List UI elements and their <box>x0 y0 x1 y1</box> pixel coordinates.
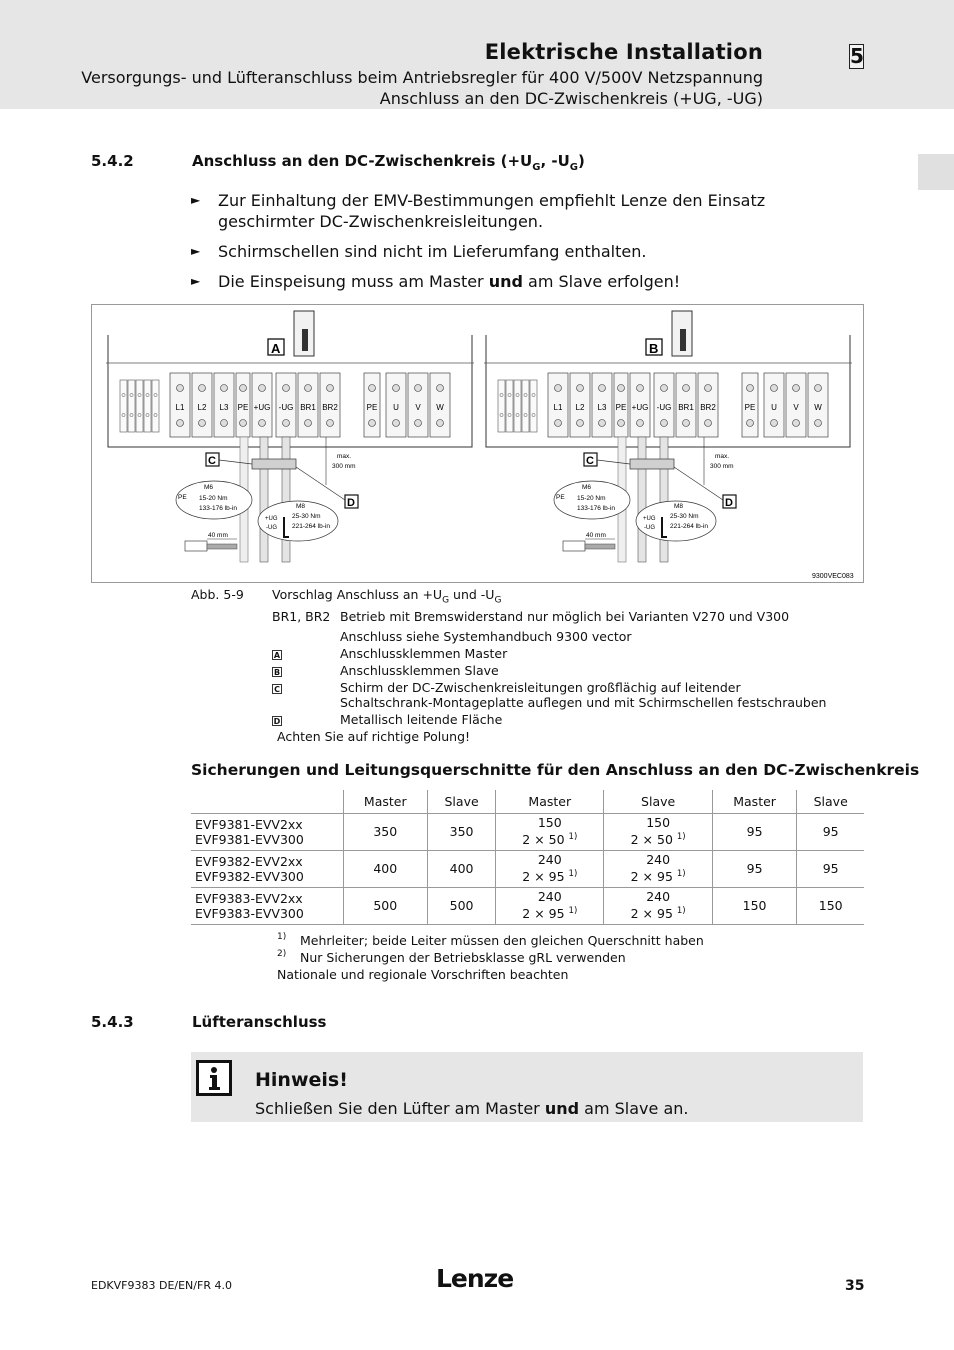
table-cell: 150 2 × 50 $^{1)}$ <box>604 813 712 850</box>
dc-cable-minus <box>282 437 290 562</box>
table-cell: 150 2 × 50 $^{1)}$ <box>496 813 604 850</box>
figure-caption: Vorschlag Anschluss an $+U_G$ und $-U_G$ <box>272 587 502 606</box>
figure-number: Abb. 5-9 <box>191 587 244 602</box>
control-terminal <box>498 380 505 432</box>
bullet-item: ► Schirmschellen sind nicht im Lieferumfang enthalten. <box>191 242 647 261</box>
leader-line <box>296 467 345 500</box>
legend-text-br-1: Betrieb mit Bremswiderstand nur möglich bei Varianten V270 und V300 <box>340 609 790 624</box>
minus-ug-label: -UG <box>644 525 655 531</box>
terminal-screw <box>705 420 712 427</box>
legend-label-a: A <box>273 651 281 660</box>
page-number: 35 <box>845 1278 865 1294</box>
terminal-label: L2 <box>197 403 207 412</box>
motor-terminal-label: V <box>793 403 799 412</box>
footnote-marker-1: 1) <box>277 932 287 942</box>
terminal-label: L1 <box>175 403 185 412</box>
table-cell: 150 <box>797 887 864 924</box>
label-d-text: D <box>347 497 355 509</box>
polarity-warning: Achten Sie auf richtige Polung! <box>277 729 471 744</box>
terminal-screw <box>283 385 290 392</box>
terminal-screw <box>415 420 422 427</box>
legend-label-c: C <box>272 680 282 695</box>
header-subtitle-1: Versorgungs- und Lüfteranschluss beim Antriebsregler für 400 V/500V Netzspannung <box>81 68 763 87</box>
terminal-screw <box>259 420 266 427</box>
motor-terminal-label: U <box>771 403 777 412</box>
section-heading-5-4-3 <box>91 1013 491 1035</box>
terminal-screw <box>815 385 822 392</box>
strip-length: 40 mm <box>208 532 228 539</box>
terminal-screw <box>747 385 754 392</box>
bullet-item: ► Zur Einhaltung der EMV-Bestimmungen empfiehlt Lenze den Einsatz geschirmter DC-Zwischenkreisleitungen. <box>191 191 766 231</box>
section-number: 5.4.3 <box>91 1013 134 1031</box>
bullet-arrow-icon: ► <box>191 274 201 288</box>
footer-document-id: EDKVF9383 DE/EN/FR 4.0 <box>91 1279 232 1292</box>
terminal-screw <box>683 420 690 427</box>
bullet-arrow-icon: ► <box>191 244 201 258</box>
table-cell: 400 <box>428 850 496 887</box>
terminal-label: L3 <box>219 403 229 412</box>
terminal-screw <box>599 385 606 392</box>
header-title: Elektrische Installation <box>484 40 763 64</box>
table-cell-model: EVF9381-EVV2xx EVF9381-EVV300 <box>191 813 343 850</box>
terminal-label: +UG <box>253 403 271 412</box>
terminal-screw <box>221 420 228 427</box>
header-subtitle-2: Anschluss an den DC-Zwischenkreis (+UG, -UG) <box>379 89 763 108</box>
table-title: Sicherungen und Leitungsquerschnitte für den Anschluss an den DC-Zwischenkreis <box>191 761 920 779</box>
plus-ug-label: +UG <box>643 516 656 522</box>
note-heading: Hinweis! <box>255 1069 348 1091</box>
terminal-screw <box>747 420 754 427</box>
terminal-screw <box>369 420 376 427</box>
control-terminal <box>530 380 537 432</box>
page-header <box>0 0 954 109</box>
table-cell: 400 <box>343 850 428 887</box>
section-title: Anschluss an den DC-Zwischenkreis ($+U_G$, $-U_G$) <box>192 152 585 173</box>
table-header-row <box>191 790 864 813</box>
terminal-screw <box>555 385 562 392</box>
terminal-label: -UG <box>656 403 672 412</box>
m8-torque-lb: 221-264 lb-in <box>292 523 330 530</box>
legend-label-b: B <box>273 668 281 677</box>
pe-label: PE <box>178 494 187 501</box>
table-cell: 500 <box>428 887 496 924</box>
table-cell-model: EVF9382-EVV2xx EVF9382-EVV300 <box>191 850 343 887</box>
motor-terminal-label: W <box>436 403 444 412</box>
m8-torque-lb: 221-264 lb-in <box>670 523 708 530</box>
terminal-screw <box>177 420 184 427</box>
shield-clamp <box>252 459 296 469</box>
side-tab-marker <box>918 154 954 190</box>
terminal-screw <box>771 420 778 427</box>
control-terminal <box>506 380 513 432</box>
table-row <box>191 850 864 887</box>
terminal-screw <box>637 420 644 427</box>
terminal-screw <box>771 385 778 392</box>
terminal-screw <box>437 385 444 392</box>
terminal-label: PE <box>615 403 627 412</box>
terminal-label: BR2 <box>322 403 338 412</box>
terminal-screw <box>815 420 822 427</box>
legend-label-br: BR1, BR2 <box>272 609 331 624</box>
terminal-screw <box>221 385 228 392</box>
terminal-screw <box>793 420 800 427</box>
legend-text-c-2: Schaltschrank-Montageplatte auflegen und mit Schirmschellen festschrauben <box>340 695 827 710</box>
terminal-screw <box>177 385 184 392</box>
terminal-screw <box>283 420 290 427</box>
section-heading-5-4-2 <box>91 152 791 174</box>
terminal-screw <box>327 385 334 392</box>
note-text: Schließen Sie den Lüfter am Master und am Slave an. <box>255 1099 689 1118</box>
table-header: Slave <box>797 790 864 813</box>
fan-connector <box>302 329 308 351</box>
control-terminal <box>152 380 159 432</box>
m6-torque: 15-20 Nm <box>577 495 606 502</box>
dc-cable-plus <box>260 437 268 562</box>
terminal-screw <box>393 420 400 427</box>
legend-label-d: D <box>273 717 281 726</box>
m6-torque-lb: 133-176 lb-in <box>577 505 615 512</box>
table-cell: 95 <box>712 813 797 850</box>
note-box <box>191 1052 863 1122</box>
control-terminal <box>120 380 127 432</box>
stripped-cable <box>563 541 585 551</box>
legend-text-b: Anschlussklemmen Slave <box>340 663 499 678</box>
motor-terminal-label: PE <box>744 403 756 412</box>
terminal-screw <box>240 385 247 392</box>
terminal-screw <box>618 420 625 427</box>
legend-text-d: Metallisch leitende Fläche <box>340 712 503 727</box>
table-header: Master <box>343 790 428 813</box>
table-cell: 500 <box>343 887 428 924</box>
m6-torque: 15-20 Nm <box>199 495 228 502</box>
m6-torque-lb: 133-176 lb-in <box>199 505 237 512</box>
m6-label: M6 <box>582 484 592 491</box>
terminal-screw <box>683 385 690 392</box>
label-c-text: C <box>586 455 594 467</box>
m8-label: M8 <box>296 503 306 510</box>
table-cell: 150 <box>712 887 797 924</box>
legend-text-a: Anschlussklemmen Master <box>340 646 508 661</box>
table-row <box>191 887 864 924</box>
table-cell: 350 <box>343 813 428 850</box>
pe-label: PE <box>556 494 565 501</box>
bullet-item: ► Die Einspeisung muss am Master und am Slave erfolgen! <box>191 272 681 291</box>
footnote-1: Mehrleiter; beide Leiter müssen den gleichen Querschnitt haben <box>300 933 704 948</box>
motor-terminal-label: U <box>393 403 399 412</box>
terminal-screw <box>199 420 206 427</box>
terminal-screw <box>199 385 206 392</box>
terminal-label: L3 <box>597 403 607 412</box>
wiring-diagram <box>92 305 865 584</box>
terminal-screw <box>305 420 312 427</box>
table-header: Slave <box>604 790 712 813</box>
terminal-screw <box>555 420 562 427</box>
table-header: Slave <box>428 790 496 813</box>
section-number: 5.4.2 <box>91 152 134 170</box>
motor-terminal-label: W <box>814 403 822 412</box>
max-value: 300 mm <box>332 463 356 470</box>
table-cell: 240 2 × 95 $^{1)}$ <box>496 850 604 887</box>
table-cell: 240 2 × 95 $^{1)}$ <box>604 850 712 887</box>
m8-label: M8 <box>674 503 684 510</box>
terminal-screw <box>637 385 644 392</box>
terminal-screw <box>415 385 422 392</box>
table-header: Master <box>496 790 604 813</box>
motor-terminal-label: PE <box>366 403 378 412</box>
terminal-screw <box>259 385 266 392</box>
max-value: 300 mm <box>710 463 734 470</box>
terminal-screw <box>369 385 376 392</box>
terminal-screw <box>327 420 334 427</box>
dc-cable-minus <box>660 437 668 562</box>
control-terminal <box>144 380 151 432</box>
terminal-label: -UG <box>278 403 294 412</box>
strip-length: 40 mm <box>586 532 606 539</box>
fuse-table <box>191 790 864 925</box>
stripped-cable <box>185 541 207 551</box>
shield-clamp <box>630 459 674 469</box>
motor-terminal-label: V <box>415 403 421 412</box>
terminal-screw <box>577 385 584 392</box>
table-header: Master <box>712 790 797 813</box>
terminal-screw <box>661 385 668 392</box>
plus-ug-label: +UG <box>265 516 278 522</box>
table-cell: 350 <box>428 813 496 850</box>
control-terminal <box>514 380 521 432</box>
terminal-label: BR1 <box>300 403 316 412</box>
wiring-diagram-figure <box>91 304 864 583</box>
leader-line <box>674 467 723 500</box>
cable-core <box>585 544 615 549</box>
terminal-screw <box>661 420 668 427</box>
table-cell: 95 <box>712 850 797 887</box>
cable-core <box>207 544 237 549</box>
chapter-badge: 5 <box>850 44 864 68</box>
table-header <box>191 790 343 813</box>
label-d-text: D <box>725 497 733 509</box>
label-a-box-text: A <box>271 341 281 356</box>
terminal-screw <box>577 420 584 427</box>
fan-connector <box>680 329 686 351</box>
footnote-2: Nur Sicherungen der Betriebsklasse gRL verwenden <box>300 950 626 965</box>
label-b-box-text: B <box>649 341 659 356</box>
terminal-screw <box>705 385 712 392</box>
control-terminal <box>128 380 135 432</box>
table-cell: 95 <box>797 850 864 887</box>
terminal-screw <box>599 420 606 427</box>
max-label: max. <box>715 453 730 460</box>
m8-torque: 25-30 Nm <box>670 513 699 520</box>
terminal-screw <box>240 420 247 427</box>
lenze-logo: Lenze <box>436 1264 514 1293</box>
table-cell: 240 2 × 95 $^{1)}$ <box>604 887 712 924</box>
table-cell: 95 <box>797 813 864 850</box>
section-title: Lüfteranschluss <box>192 1013 327 1031</box>
m8-torque: 25-30 Nm <box>292 513 321 520</box>
bullet-arrow-icon: ► <box>191 193 201 207</box>
terminal-screw <box>437 420 444 427</box>
terminal-screw <box>305 385 312 392</box>
legend-text-c-1: Schirm der DC-Zwischenkreisleitungen großflächig auf leitender <box>340 680 741 695</box>
control-terminal <box>522 380 529 432</box>
table-row <box>191 813 864 850</box>
table-cell-model: EVF9383-EVV2xx EVF9383-EVV300 <box>191 887 343 924</box>
control-terminal <box>136 380 143 432</box>
m6-label: M6 <box>204 484 214 491</box>
terminal-screw <box>618 385 625 392</box>
minus-ug-label: -UG <box>266 525 277 531</box>
terminal-label: L2 <box>575 403 585 412</box>
max-label: max. <box>337 453 352 460</box>
terminal-label: BR2 <box>700 403 716 412</box>
terminal-panel-master <box>106 311 474 562</box>
table-cell: 240 2 × 95 $^{1)}$ <box>496 887 604 924</box>
terminal-label: PE <box>237 403 249 412</box>
legend-text-br-2: Anschluss siehe Systemhandbuch 9300 vector <box>340 629 632 644</box>
figure-code: 9300VEC083 <box>812 573 854 580</box>
footnote-3: Nationale und regionale Vorschriften beachten <box>277 967 569 982</box>
terminal-screw <box>793 385 800 392</box>
label-c-text: C <box>208 455 216 467</box>
dc-cable-plus <box>638 437 646 562</box>
terminal-label: BR1 <box>678 403 694 412</box>
footnote-marker-2: 2) <box>277 949 287 959</box>
info-icon <box>196 1060 232 1096</box>
terminal-screw <box>393 385 400 392</box>
terminal-label: L1 <box>553 403 563 412</box>
terminal-label: +UG <box>631 403 649 412</box>
terminal-panel-slave <box>484 311 852 562</box>
